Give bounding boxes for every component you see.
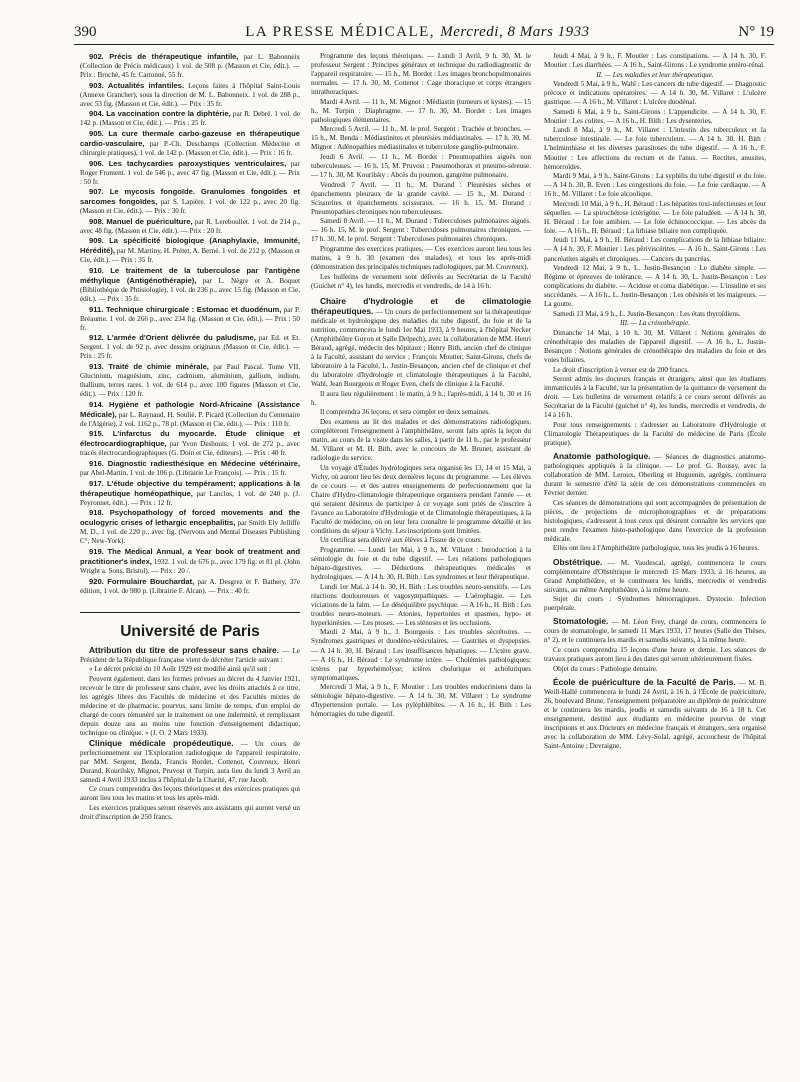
article-paragraph: Peuvent également, dans les formes prévues au décret du 4 Janvier 1921, recevoir le titre de professeur sans chaire, avec les droits attachés à ce titre, les agrégés libres des Facultés de médecine et des Facultés mixtes de médecine et de pharmacie, pourvus, sans limite de temps, d'un emploi de chargé de cours rémunéré sur le traitement ou une indemnité, et remplissant depuis douze ans au moins une fonction d'enseignement didactique, technique ou clinique. » (J. O. 2 Mars 1933). — [80, 674, 300, 738]
article-paragraph: Elles ont lieu à l'Amphithéâtre pathologique, tous les jeudis à 16 heures. — [553, 544, 760, 553]
article-paragraph: Mercredi 10 Mai, à 9 h., H. Béraud : Les hépatites toxi-infectieuses et leur séquelles. — La spirochétose ictérigène. — Le foie paludéen. — A 14 h. 30, H. Béraud : Le foie amibien. — Le foie échinococcique. — Les abcès du foie. — A 16 h., H. Béraud : La lithiase biliaire non compliquée. — [544, 199, 766, 235]
article-paragraph: Il comprendra 36 leçons, et sera complet en deux semaines. — [320, 408, 490, 417]
article: Obstétrique. — M. Vaudescal, agrégé, commencera le cours complémentaire d'Obstétrique le mercredi 15 Mars 1933, à 16 heures, au Grand Amphithéâtre, et le continuera les lundis, mercredis et vendredis suivants, au même Amphithéâtre, à la même heure. — [544, 556, 766, 594]
article-paragraph: Ces séances de démonstrations qui sont accompagnées de présentation de pièces, de projections de microphotographies et de préparations histologiques, s'adressent à tous ceux qui désirent connaître les services que peut rendre l'examen histo-pathologique dans l'exercice de la profession médicale. — [544, 498, 766, 543]
article-paragraph: Il aura lieu régulièrement : le matin, à 9 h.; l'après-midi, à 14 h. 30 et 16 h. — [311, 389, 531, 407]
article-paragraph: Samedi 13 Mai, à 9 h., L. Justin-Besançon : Les états thyroïdiens. — [553, 309, 741, 318]
book-entry: 915. L'infarctus du myocarde. Étude clinique et électrocardiographique, par Yvon Desbouis, 1 vol. de 272 p., avec tracés électrocardiographiques (G. Doin et Cie, éditeurs). — Prix : 40 fr. — [80, 429, 300, 458]
book-entry: 919. The Medical Annual, a Year book of treatment and practitioner's index, 1932. 1 vol. de 676 p., avec 179 fig. et 81 pl. (John Wright a. Sons, Bristol). — Prix : 20 /. — [80, 546, 300, 575]
book-entry: 904. La vaccination contre la diphtérie, par R. Debré. 1 vol. de 142 p. (Masson et Cie, édit.). — Prix : 25 fr. — [80, 109, 300, 128]
article-paragraph: Un voyage d'Études hydrologiques sera organisé les 13, 14 et 15 Mai, à Vichy, où auront lieu les deux dernières leçons du programme. — Les élèves de ce cours — et des autres enseignements de perfectionnement que la Chaire d'Hydro-climatologie thérapeutique organisera pendant l'année — et qui seraient désireux de participer à ce voyage sont priés de s'inscrire à l'avance au Laboratoire d'Hydrologie et de Climatologie thérapeutiques, à la Faculté de médecine, où on leur fera connaître le programme détaillé et les conditions du séjour à Vichy. Les inscriptions sont limitées. — [311, 463, 531, 535]
article-paragraph: Le droit d'inscription à verser est de 200 francs. — [553, 365, 689, 374]
article: École de puériculture de la Faculté de Paris. — M. B. Weill-Hallé commencera le lundi 24 Avril, à 16 h. à l'École de puériculture, 26, boulevard Brune, l'enseignement préparatoire au diplôme de puériculture et le continuera les mardis, jeudis et samedis suivants de 16 à 18 h. Cet enseignement, destiné aux étudiants en médecine pourvus de vingt inscriptions et aux Docteurs en médecine français et étrangers, sera organisé avec la collaboration de MM. Lévy-Solal, agrégé, accoucheur de l'hôpital Saint-Antoine ; Devraigne, — [544, 676, 766, 750]
book-entry: 910. Le traitement de la tuberculose par l'antigène méthylique (Antigénothérapie), par L. Nègre et A. Boquet (Bibliothèque de Phtisiologie), 1 vol. de 236 p., avec 15 fig. (Masson et Cie, édit.). — Prix : 35 fr. — [80, 266, 300, 304]
article-paragraph: Vendredi 5 Mai, à 9 h., Wahl : Les cancers du tube digestif. — Diagnostic précoce et indications opératoires. — A 14 h. 30, M. Villaret : L'ulcère gastrique. — A 16 h., M. Villaret : L'ulcère duodénal. — [544, 80, 766, 107]
article-paragraph: Programme. — Lundi 1er Mai, à 9 h., M. Villaret : Introduction à la sémiologie du foie et du tube digestif. — Les relations pathologiques hépato-digestives. — Déductions thérapeutiques médicales et hydrologiques. — A 14 h. 30, H. Bith : Les syndromes et leur thérapeutique. — [311, 545, 531, 582]
journal-title-line — [245, 24, 589, 41]
book-entry: 920. Formulaire Bouchardat, par A. Desgrez et F. Bathery, 37e édition, 1 vol. de 980 p. (Librairie F. Alcan). — Prix : 40 fr. — [80, 576, 301, 595]
book-entry: 916. Diagnostic radiesthésique en Médecine vétérinaire, par Abel-Martin, 1 vol. de 106 p. (Librairie Le François). — Prix : 15 fr. — [80, 458, 300, 478]
book-entry: 912. L'armée d'Orient délivrée du paludisme, par Ed. et Et. Sergent. 1 vol. de 92 p. avec dessins originaux (Masson et Cie, édit.). — Prix : 25 fr. — [80, 333, 300, 361]
article-paragraph: Lundi 1er Mai, à 14 h. 30, H. Bith : Les troubles neuro-sensitifs. — Les réactions douloureuses et vagosympathiques. — L'aérophagie. — Les viciations de la faim. — Le déséquilibre psychique. — A 16 h., H. Bith : Les troubles neuro-moteurs. — Atonies, hypertonies et spasmes, hypo- et hyperkinésies. — Les ptoses. — Les sténoses et les occlusions. — [311, 582, 531, 627]
book-entry: 918. Psychopathology of forced movements and the oculogyric crises of lethargic encephalitis, par Smith Ely Jelliffe M. D., 1 vol. de 220 p., avec fig. (Nervous and Mental Diseases Publishing C°, New-York). — [80, 508, 300, 546]
journal-name: LA PRESSE MÉDICALE, — [245, 23, 436, 40]
article-paragraph: Un certificat sera délivré aux élèves à l'issue de ce cours. — [320, 536, 483, 545]
article-paragraph: « Le décret précité du 10 Août 1929 est modifié ainsi qu'il suit : — [89, 665, 271, 674]
article-paragraph: Lundi 8 Mai, à 9 h., M. Villaret : L'intestin des tuberculeux et la tuberculose intestinale. — Le foie tuberculeux. — A 14 h. 30, H. Bith : L'helminthiase et les diverses parasitoses du tube digestif. — A 16 h., F. Moutier : Les affections du rectum et de l'anus. — Rectites, anusites, hémorroïdes. — [544, 126, 766, 171]
sub-heading: II. — Les maladies et leur thérapeutique. — [596, 70, 714, 79]
article-paragraph: Mardi 4 Avril. — 11 h., M. Mignot : Médiastin (tumeurs et kystes). — 15 h., M. Turpin : Diaphragme. — 17 h. 30, M. Bordet : Les images pathologiques élémentaires. — [311, 97, 531, 124]
article-paragraph: Jeudi 4 Mai, à 9 h., F. Moutier : Les constipations. — A 14 h. 30, F. Moutier : Les diarrhées. — A 16 h., Saint-Girons : Le syndrome entéro-rénal. — [544, 52, 766, 70]
issue-number: N° 19 — [738, 23, 774, 40]
article-paragraph: Sujet du cours : Syndromes hémorragiques. Dystocie. Infection puerpérale. — [544, 595, 766, 613]
article-paragraph: Objet du cours : Pathologie dentaire. — [553, 664, 658, 673]
article-paragraph: Mardi 2 Mai, à 9 h., J. Bourgeois : Les troubles sécrétoires. — Syndromes gastriques et duodéno-vésiculaires. — Gastrites et dyspepsies. — A 14 h. 30, H. Béraud : Les insuffisances hépatiques. — L'ictère grave. — A 16 h., H. Béraud : Le syndrome ictère. — Cholémies pathologiques; ictères par hyperhémolyse; ictères cholurique et acholuriques symptomatiques. — [311, 628, 531, 682]
running-header — [74, 22, 774, 42]
header-rule — [74, 44, 774, 45]
article-paragraph: Vendredi 7 Avril. — 11 h., M. Durand : Pleurésies sèches et épanchements pleuraux de la grande cavité. — 15 h., M. Durand : Scissurites et épanchements scissuraux. — 16 h. 15, M. Durand : Pneumopathies chroniques non tuberculeuses. — [311, 180, 531, 216]
article-paragraph: Jeudi 11 Mai, à 9 h., H. Béraud : Les complications de la lithiase biliaire. — A 14 h. 30, F. Moutier : Les périviscérites. — A 16 h., Saint-Girons : Les pancréatites aiguës et chroniques. — Cancers du pancréas. — [544, 236, 766, 263]
book-entry: 909. La spécificité biologique (Anaphylaxie, Immunité, Hérédité), par M. Martiny, H. Prétet, A. Berné. 1 vol. de 212 p. (Masson et Cie, édit.). — Prix : 35 fr. — [80, 236, 300, 265]
book-entry: 907. Le mycosis fongoïde. Granulomes fongoïdes et sarcomes fongoïdes, par S. Lapière. 1 vol. de 122 p., avec 20 fig. (Masson et Cie, édit.). — Prix : 30 fr. — [80, 187, 300, 216]
book-entry: 902. Précis de thérapeutique infantile, par L. Babonneix (Collection de Précis médicaux) 1 vol. de 508 p. (Masson et Cie, édit.). — Prix : Broché, 45 fr. Cartonné, 55 fr. — [80, 52, 300, 80]
book-entry: 908. Manuel de puériculture, par R. Lereboullet. 1 vol. de 214 p., avec 48 fig. (Masson et Cie, édit.). — Prix : 20 fr. — [80, 216, 300, 235]
article-paragraph: Mardi 9 Mai, à 9 h., Saint-Girons : La syphilis du tube digestif et du foie. — A 14 h. 30, R. Even : Les congestions du foie. — Le foie cardiaque. — A 16 h., M. Villaret : Le foie alcoolique. — [544, 172, 766, 199]
article-paragraph: Ce cours comprendra 15 leçons d'une heure et demie. Les séances de travaux pratiques auront lieu à des dates qui seront ultérieurement fixées. — [544, 645, 766, 663]
article-paragraph: Dimanche 14 Mai, à 10 h. 30, M. Villaret : Notions générales de crénothérapie des maladies de l'appareil digestif. — A 16 h., L. Justin-Besançon : Notions générales de crénothérapie des maladies du foie et des voies biliaires. — [544, 328, 766, 365]
article-paragraph: Ce cours comprendra des leçons théoriques et des exercices pratiques qui auront lieu tous les matins et tous les après-midi. — [80, 785, 300, 803]
book-entry: 913. Traité de chimie minérale, par Paul Pascal. Tome VII. Glucinium, magnésium, zinc, cadmium, aluminium, gallium, indium, thallium, terres rares. 1 vol. de 614 p., avec 100 figures (Masson et Cie, édit.). — Prix : 120 fr. — [80, 362, 300, 399]
article: Anatomie pathologique. — Séances de diagnostics anatomo-pathologiques appliqués à la clinique. — Le prof. G. Roussy, avec la collaboration de MM. Leroux, Oberling et Huguenin, agrégés, continuera durant le semestre d'été la série de ces démonstrations commencées en Février dernier. — [544, 451, 766, 498]
article-paragraph: Mercredi 5 Avril. — 11 h., M. le prof. Sergent : Trachée et bronches. — 15 h., M. Benda : Médiastinites et pleurésies médiastinales. — 17 h. 30, M. Mignot : Adénopathies médiastinales et tuberculose ganglio-pulmonaire. — [311, 125, 531, 152]
article-paragraph: Seront admis les docteurs français et étrangers, ainsi que les étudiants immatriculés à la Faculté, sur la présentation de la quittance de versement du droit. — Les bulletins de versement relatifs à ce cours seront délivrés au Secrétariat de la Faculté (guichet n° 4), les lundis, mercredis et vendredis, de 14 à 16 h. — [544, 375, 766, 420]
column-1 — [80, 52, 300, 823]
article: Chaire d'hydrologie et de climatologie thérapeutiques. — Un cours de perfectionnement sur la thérapeutique médicale et hydrologique des maladies du tube digestif, du foie et de la nutrition, commencera le lundi 1er Mai 1933, à 9 heures, à l'hôpital Necker (Amphithéâtre Guyon et Salle Delpech), avec la collaboration de MM. Henri Béraud, agrégé, médecin des hôpitaux ; Henry Bith, ancien chef de clinique à la Faculté, assistant du service ; François Moutier, Saint-Girons, chefs de laboratoire à la Faculté, L. Justin-Besançon, ancien chef de clinique et chef du laboratoire d'hydrologie et climatologie thérapeutiques à la Faculté, Wahl, Jean Bourgeois et Roger Even, chefs de clinique à la Faculté. — [311, 295, 531, 389]
column-2 — [311, 52, 531, 720]
sub-heading: III. — La crénothérapie. — [619, 319, 690, 328]
article-paragraph: Samedi 6 Mai, à 9 h., Saint-Girons : L'appendicite. — A 14 h. 30, F. Moutier : Les colites. — A 16 h., H. Bith : Les dysenteries. — [544, 107, 766, 125]
book-entry: 917. L'étude objective du tempérament; applications à la thérapeutique homéopathique, par Lanclos, 1 vol. de 240 p. (J. Peyronnet, édit.). — Prix : 12 fr. — [80, 478, 300, 507]
issue-date: Mercredi, 8 Mars 1933 — [440, 23, 590, 40]
article: Attribution du titre de professeur sans chaire. — Le Président de la République française vient de décréter l'article suivant : — [80, 644, 300, 664]
article: Stomatologie. — M. Léon Frey, chargé de cours, commencera le cours de stomatologie, le samedi 11 Mars 1933, 17 heures (Salle des Thèses, n° 2), et le continuera les mardis et samedis suivants, à la même heure. — [544, 616, 766, 645]
page-number: 390 — [74, 23, 97, 40]
book-entry: 903. Actualités infantiles. Leçons faites à l'hôpital Saint-Louis (Annexe Grancher), sous la direction de M. L. Babonneix. 1 vol. de 288 p., avec 53 fig. (Masson et Cie, édit.). — Prix : 35 fr. — [80, 80, 300, 108]
column-3 — [544, 52, 766, 751]
article-paragraph: Mercredi 3 Mai, à 9 h., F. Moutier : Les troubles endocriniens dans la sémiologie hépato-digestive. — A 14 h. 30, M. Villaret : Le syndrome d'hypertension portale. — Les pyléphlébites. — A 16 h., H. Bith : Les hémorragies du tube digestif. — [311, 683, 531, 719]
article: Clinique médicale propédeutique. — Un cours de perfectionnement sur l'Exploration radiologique de l'appareil respiratoire, par MM. Sergent, Benda, Francis Bordet, Cottenot, Couvreux, Henri Durand, Kourilsky, Mignot, Pruvost et Turpin, aura lieu du lundi 3 Avril au samedi 4 Avril 1933 inclus à l'hôpital de la Charité, 47, rue Jacob. — [80, 737, 300, 784]
article-paragraph: Vendredi 12 Mai, à 9 h., L. Justin-Besançon : Le diabète simple. — Régime et épreuves de tolérance. — A 14 h. 30, L. Justin-Besançon : Les complications du diabète. — Acidose et coma diabétique. — L'insuline et ses succédanés. — A 16 h., L. Justin-Besançon : Les obésités et les maigreurs. — La goutte. — [544, 264, 766, 309]
article-paragraph: Samedi 8 Avril. — 11 h., M. Durand : Tuberculoses pulmonaires aiguës. — 16 h. 15, M. le prof. Sergent : Tuberculoses pulmonaires chroniques. — 17 h. 30, M. le prof. Sergent : Tuberculoses pulmonaires chroniques. — [311, 217, 531, 244]
article-paragraph: Programme des exercices pratiques. — Ces exercices auront lieu tous les matins, à 9 h. 30 (examen des malades), et tous les après-midi (démonstration des principales techniques radiologiques, par M. Couvreux). — [311, 244, 531, 272]
book-entry: 914. Hygiène et pathologie Nord-Africaine (Assistance Médicale), par L. Raynaud, H. Soulié, P. Picard (Collection du Centenaire de l'Algérie), 2 vol. 1162 p., 78 pl. (Masson et Cie, édit.). — Prix : 110 fr. — [80, 399, 300, 428]
book-entry: 906. Les tachycardies paroxystiques ventriculaires, par Roger Froment. 1 vol. de 546 p., avec 47 fig. (Masson et Cie, édit.). — Prix : 50 fr. — [80, 158, 300, 186]
book-entry: 905. La cure thermale carbo-gazeuse en thérapeutique cardio-vasculaire, par P.-Ch. Deschamps (Collection Médecine et chirurgie pratiques), 1 vol. de 142 p. (Masson et Cie, édit.). — Prix : 16 fr. — [80, 128, 300, 157]
article-paragraph: Pour tous renseignements : s'adresser au Laboratoire d'Hydrologie et Climatologie Thérapeutiques de la Faculté de médecine de Paris (École pratique). — [544, 420, 766, 447]
section-heading-universite: Université de Paris — [80, 612, 300, 636]
article-paragraph: Jeudi 6 Avril. — 11 h., M. Bordet : Pneumopathies aiguës non tuberculeuses. — 16 h. 15, M. Pruvost : Pneumothorax et pneumo-séreuse. — 17 h. 30, M. Kourilsky : Abcès du poumon, gangrène pulmonaire. — [311, 153, 531, 180]
book-entry: 911. Technique chirurgicale : Estomac et duodénum, par P. Bréaume. 1 vol. de 266 p., avec 234 fig. (Masson et Cie, édit.). — Prix : 50 fr. — [80, 304, 300, 332]
article-paragraph: Les exercices pratiques seront réservés aux assistants qui auront versé un droit d'inscription de 250 francs. — [80, 803, 300, 822]
article-paragraph: Programme des leçons théoriques. — Lundi 3 Avril, 9 h. 30, M. le professeur Sergent : Principes généraux et technique du radiodiagnostic de l'appareil respiratoire. — 15 h., M. Bordet : Les images bronchopulmonaires normales. — 17 h. 30, M. Cottenot : Cage thoracique et corps étrangers intrathoraciques. — [311, 52, 531, 97]
article-paragraph: Des examens au lit des malades et des démonstrations radiologiques, compléteront l'enseignement à l'amphithéâtre, seront faits après la leçon du matin, au cours de la visite dans les salles, à partir de 11 h., par le professeur M. Villaret et M. H. Bith, avec le concours de M. Brunet, assistant de radiologie du service. — [311, 417, 531, 463]
article-paragraph: Les bulletins de versement sont délivrés au Secrétariat de la Faculté (Guichet n° 4), les lundis, mercredis et vendredis, de 14 à 16 h. — [311, 272, 531, 290]
